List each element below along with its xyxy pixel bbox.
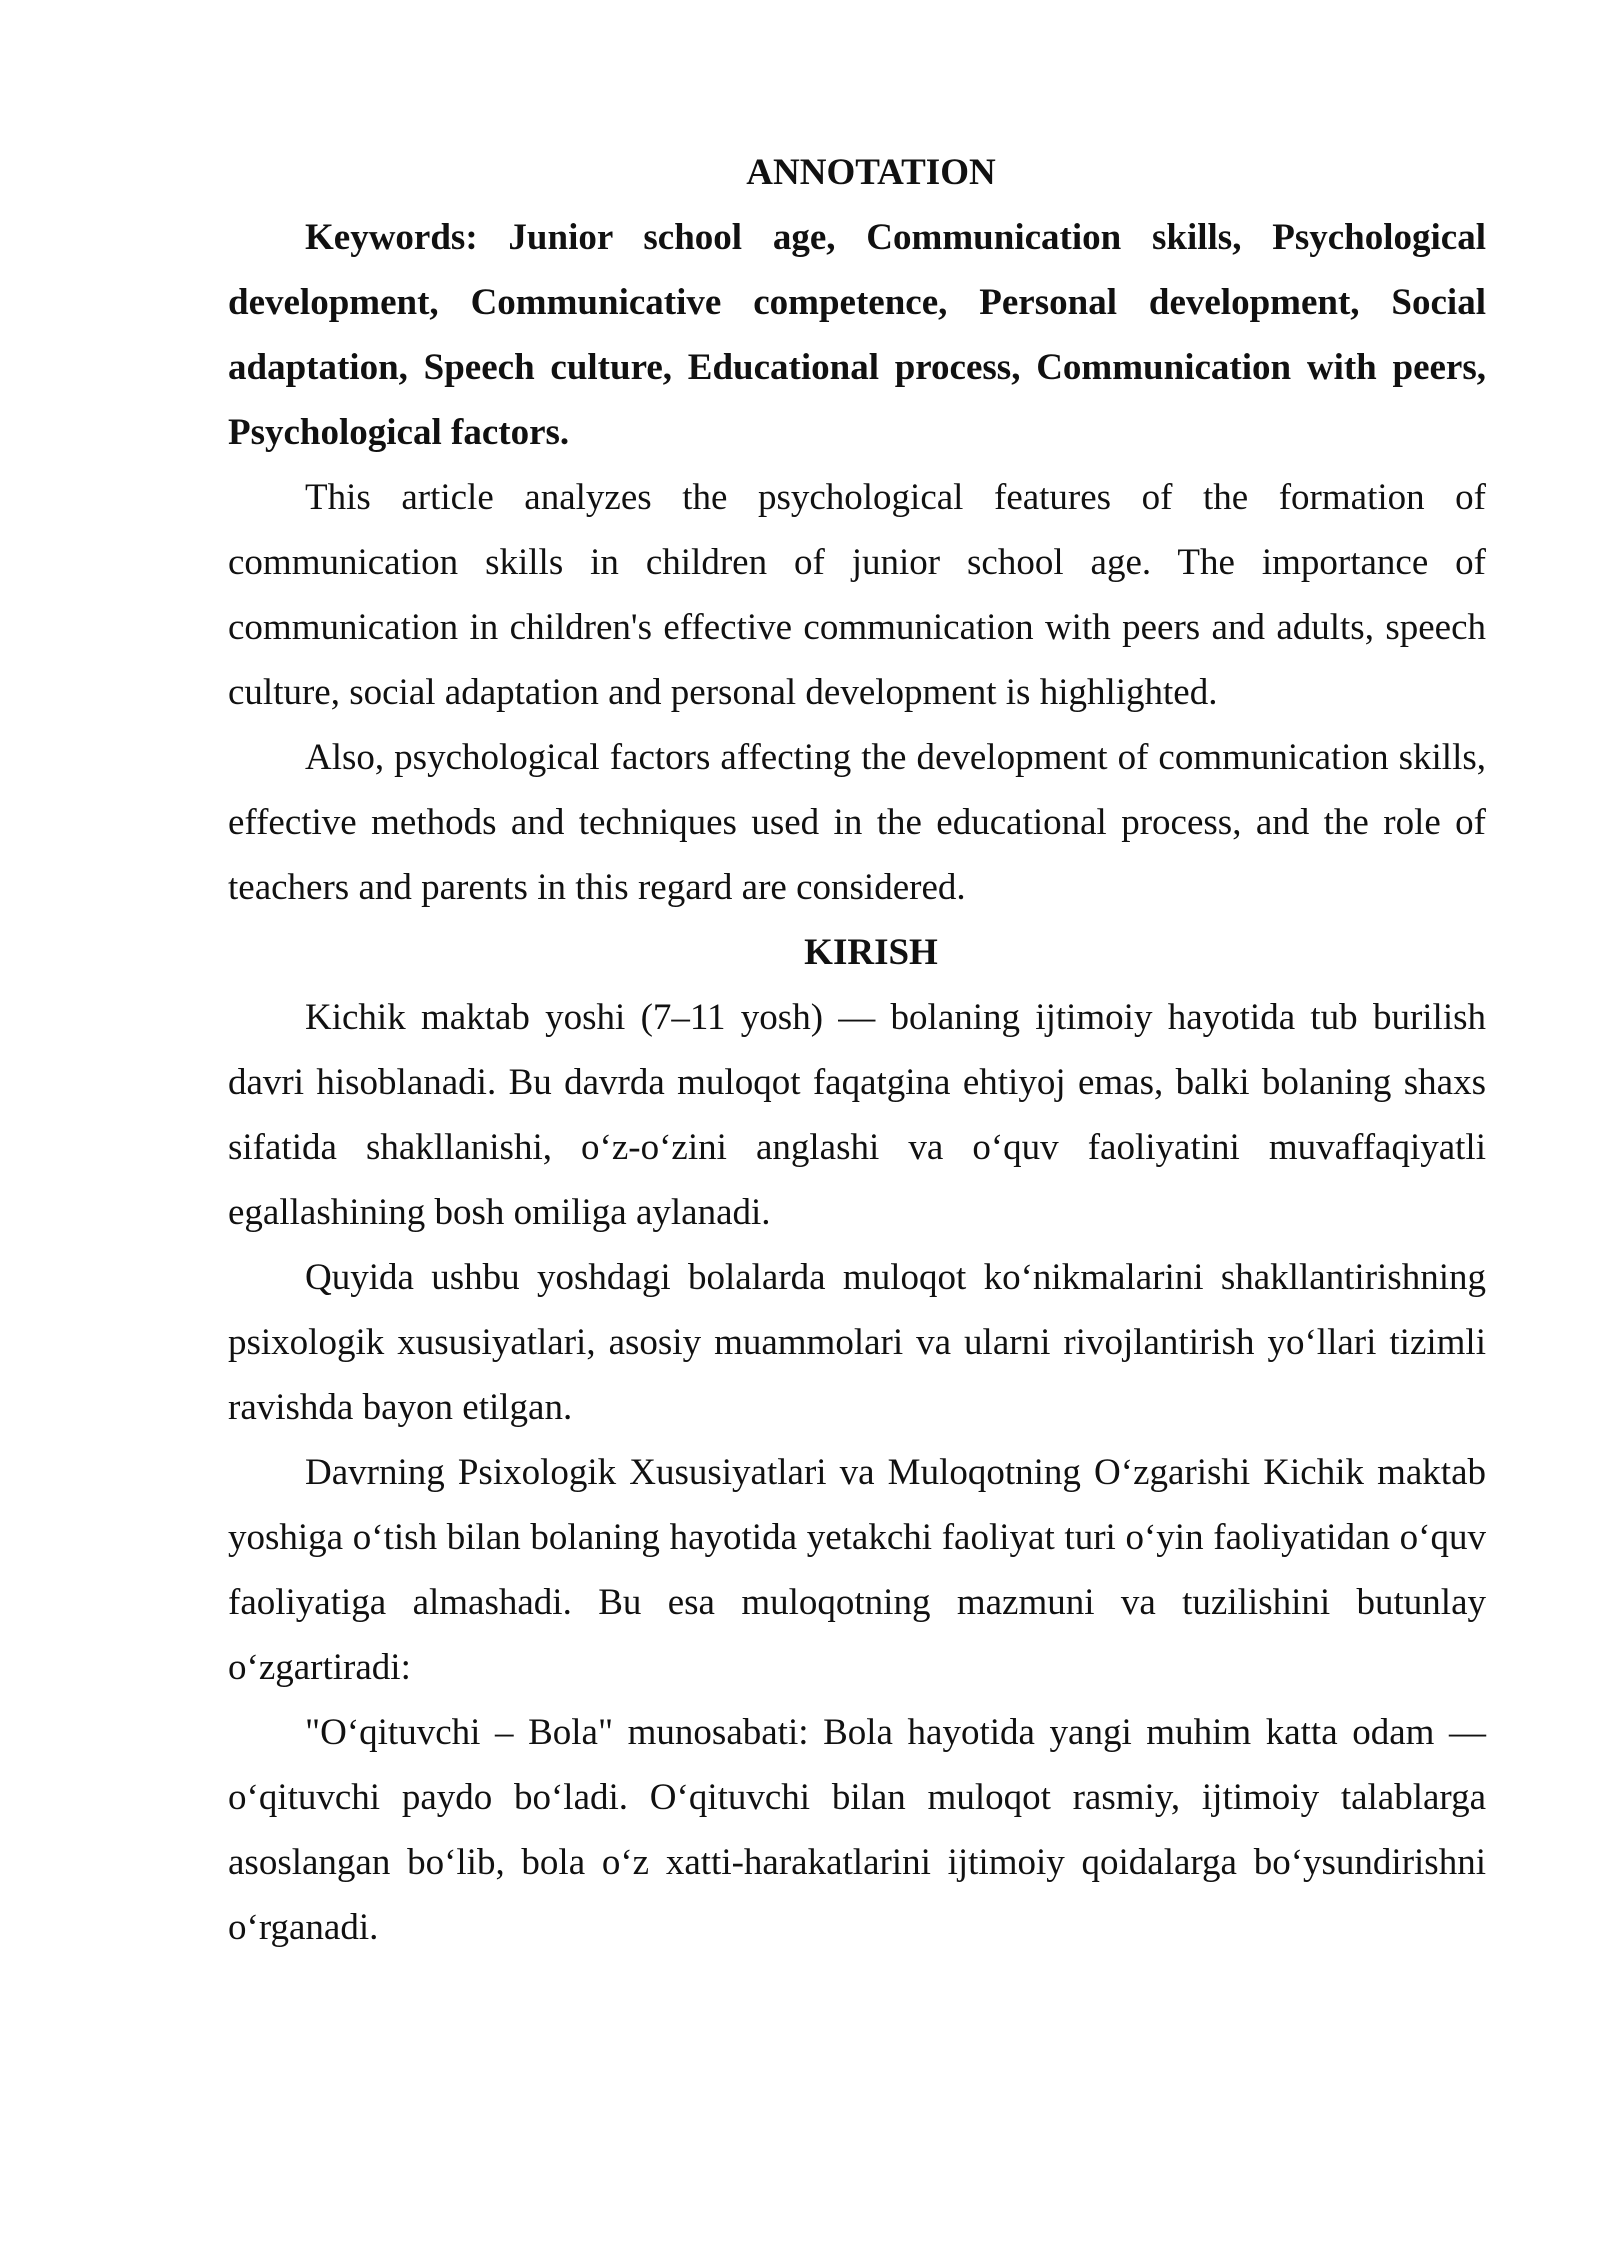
annotation-paragraph: Also, psychological factors affecting the development of communication skills, effective methods and techniques used in the educational process, and the role of teachers and parents in this regard are considered. xyxy=(228,737,1486,908)
kirish-paragraph: "O‘qituvchi – Bola" munosabati: Bola hayotida yangi muhim katta odam — o‘qituvchi paydo bo‘ladi. O‘qituvchi bilan muloqot rasmiy, ijtimoiy talablarga asoslangan bo‘lib, bola o‘z xatti-harakatlarini ijtimoiy qoidalarga bo‘ysundirishni o‘rganadi. xyxy=(228,1712,1486,1948)
keywords-list: Junior school age, Communication skills, Psychological development, Communicative competence, Personal development, Social adaptation, Speech culture, Educational process, Communication with peers, Psychological factors. xyxy=(228,217,1486,453)
annotation-heading: ANNOTATION xyxy=(746,152,996,193)
keywords-label: Keywords: xyxy=(305,217,478,258)
keywords-paragraph xyxy=(228,205,1486,465)
kirish-paragraph: Kichik maktab yoshi (7–11 yosh) — bolaning ijtimoiy hayotida tub burilish davri hisoblanadi. Bu davrda muloqot faqatgina ehtiyoj emas, balki bolaning shaxs sifatida shakllanishi, o‘z-o‘zini anglashi va o‘quv faoliyatini muvaffaqiyatli egallashining bosh omiliga aylanadi. xyxy=(228,997,1486,1233)
kirish-paragraph: Quyida ushbu yoshdagi bolalarda muloqot ko‘nikmalarini shakllantirishning psixologik xususiyatlari, asosiy muammolari va ularni rivojlantirish yo‘llari tizimli ravishda bayon etilgan. xyxy=(228,1257,1486,1428)
kirish-heading: KIRISH xyxy=(804,932,938,973)
annotation-paragraph: This article analyzes the psychological features of the formation of communication skills in children of junior school age. The importance of communication in children's effective communication with peers and adults, speech culture, social adaptation and personal development is highlighted. xyxy=(228,477,1486,713)
document-page xyxy=(228,140,1486,1960)
kirish-paragraph: Davrning Psixologik Xususiyatlari va Muloqotning O‘zgarishi Kichik maktab yoshiga o‘tish bilan bolaning hayotida yetakchi faoliyat turi o‘yin faoliyatidan o‘quv faoliyatiga almashadi. Bu esa muloqotning mazmuni va tuzilishini butunlay o‘zgartiradi: xyxy=(228,1452,1486,1688)
